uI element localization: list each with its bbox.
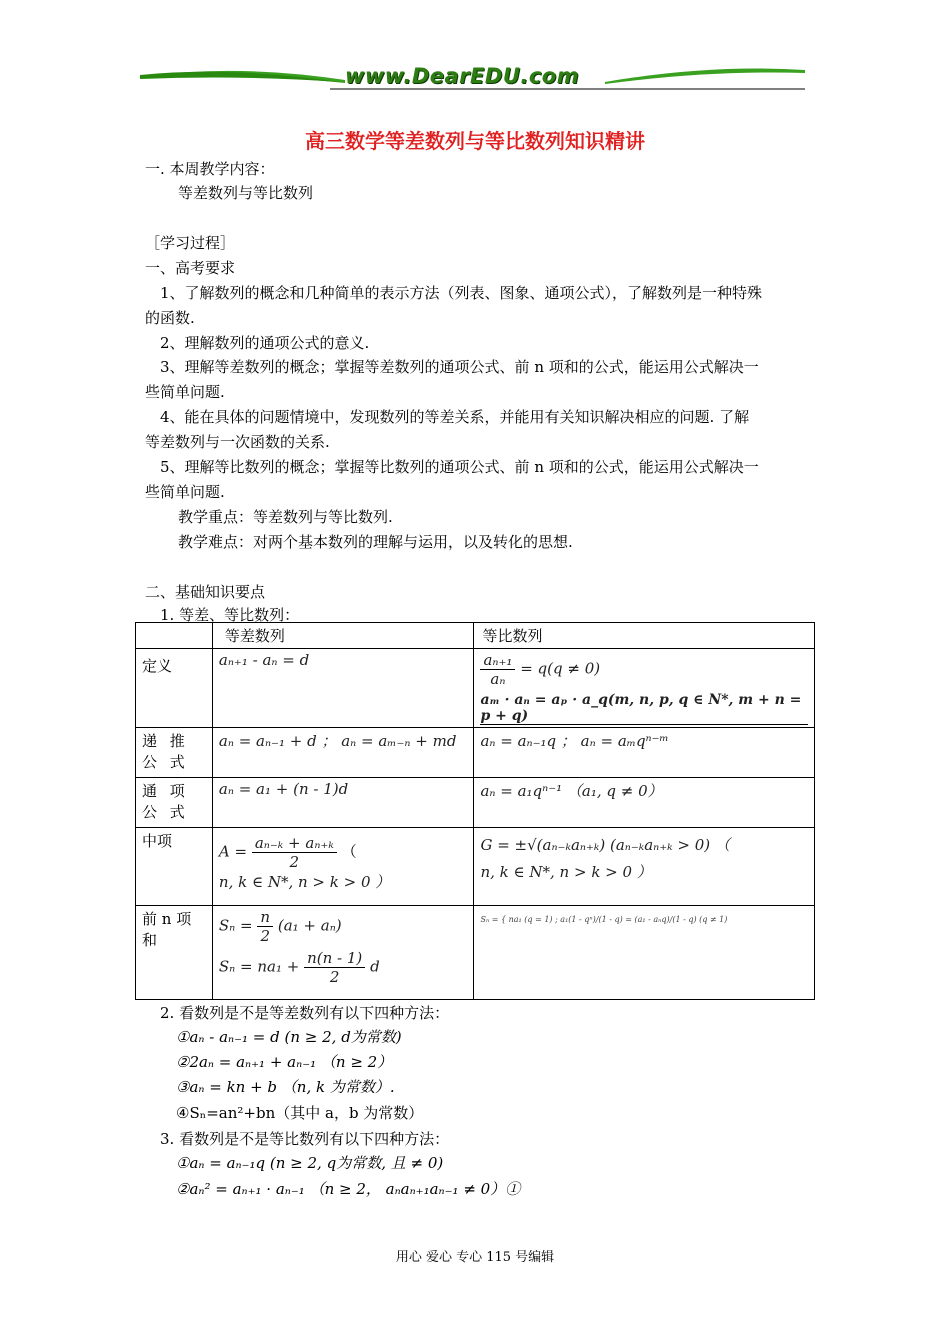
formula: aₙ = aₙ₋₁ + d ； aₙ = aₘ₋ₙ + md [218, 732, 457, 750]
page-footer: 用心 爱心 专心 115 号编辑 [395, 1250, 555, 1265]
formula-cell [212, 778, 474, 828]
row-label: 前 n 项和 [136, 906, 213, 1000]
formula-cell [212, 649, 474, 728]
table-row [136, 828, 815, 906]
formula-cell [474, 828, 815, 906]
row-label: 递 推 公 式 [136, 728, 213, 778]
formula: Sₙ = { na₁ (q = 1) ; a₁(1 - qⁿ)/(1 - q) = (a₁ - aₙq)/(1 - q) (q ≠ 1) [480, 915, 728, 924]
formula: ②aₙ² = aₙ₊₁ · aₙ₋₁ （n ≥ 2， aₙaₙ₊₁aₙ₋₁ ≠ 0）① [176, 1180, 521, 1198]
formula: aₙ = a₁qⁿ⁻¹ （a₁, q ≠ 0） [480, 782, 663, 800]
table-header-cell: 等差数列 [212, 623, 474, 649]
text-line: 的函数. [145, 309, 195, 327]
formula: （ [341, 842, 357, 861]
text-line: 等差数列与一次函数的关系. [145, 433, 330, 451]
text-line: 教学难点：对两个基本数列的理解与运用，以及转化的思想. [178, 533, 573, 551]
formula-cell [474, 728, 815, 778]
formula-cell [212, 728, 474, 778]
formula: Sₙ = na₁ + [218, 957, 300, 976]
table-row [136, 728, 815, 778]
table-row [136, 906, 815, 1000]
formula: ③aₙ = kn + b （n, k 为常数）. [176, 1078, 395, 1096]
text-line: 些简单问题. [145, 483, 225, 501]
formula: d [370, 957, 380, 976]
formula: aₘ · aₙ = aₚ · a_q(m, n, p, q ∈ N*, m + n = p + q) [480, 692, 808, 725]
table-row [136, 649, 815, 728]
row-label: 中项 [136, 828, 213, 906]
formula: aₙ = a₁ + (n - 1)d [218, 780, 349, 798]
section-heading: 一、高考要求 [145, 259, 236, 277]
knowledge-table [135, 622, 815, 1000]
formula: n, k ∈ N*, n > k > 0 ） [218, 873, 391, 891]
fraction: $\frac{\text{aₙ₋ₖ + aₙ₊ₖ}}{2}$ [252, 834, 337, 871]
row-label: 定义 [136, 649, 213, 728]
formula-cell [212, 828, 474, 906]
formula: = q(q ≠ 0) [520, 659, 601, 678]
formula: ②2aₙ = aₙ₊₁ + aₙ₋₁ （n ≥ 2） [176, 1053, 393, 1071]
text-line: 5、理解等比数列的概念；掌握等比数列的通项公式、前 n 项和的公式，能运用公式解决一 [160, 458, 759, 476]
page-title: 高三数学等差数列与等比数列知识精讲 [305, 129, 645, 153]
formula: ①aₙ = aₙ₋₁q (n ≥ 2, q为常数, 且 ≠ 0) [176, 1154, 444, 1172]
text-line: 2. 看数列是不是等差数列有以下四种方法： [160, 1004, 450, 1022]
text-line: 1、了解数列的概念和几种简单的表示方法（列表、图象、通项公式），了解数列是一种特殊 [160, 284, 763, 302]
section-heading: 二、基础知识要点 [145, 583, 266, 601]
formula-cell [212, 906, 474, 1000]
fraction: $\frac{n}{2}$ [257, 908, 273, 945]
formula: aₙ = aₙ₋₁q ； aₙ = aₘqⁿ⁻ᵐ [480, 732, 669, 750]
formula: ①aₙ - aₙ₋₁ = d (n ≥ 2, d为常数) [176, 1028, 402, 1046]
table-row [136, 778, 815, 828]
text-line: 些简单问题. [145, 383, 225, 401]
text-line: 3. 看数列是不是等比数列有以下四种方法： [160, 1130, 450, 1148]
text-line: 1. 等差、等比数列： [160, 606, 300, 624]
text-line: 2、理解数列的通项公式的意义. [160, 334, 370, 352]
text-line: 教学重点：等差数列与等比数列. [178, 508, 393, 526]
formula: A = [218, 842, 248, 861]
formula: Sₙ = [218, 916, 253, 935]
formula: n, k ∈ N*, n > k > 0 ） [480, 863, 652, 881]
table-header-cell: 等比数列 [474, 623, 815, 649]
formula: (a₁ + aₙ) [277, 916, 342, 935]
site-logo[interactable]: www.DearEDU.com [345, 64, 580, 88]
fraction: $\frac{\text{aₙ₊₁}}{\text{aₙ}}$ [480, 651, 515, 688]
formula-cell [474, 778, 815, 828]
text-line: 等差数列与等比数列 [178, 184, 314, 202]
formula-cell [474, 906, 815, 1000]
formula: G = ±√(aₙ₋ₖaₙ₊ₖ) (aₙ₋ₖaₙ₊ₖ > 0) （ [480, 836, 730, 854]
table-header-cell [136, 623, 213, 649]
formula: ④Sₙ=an²+bn（其中 a，b 为常数） [176, 1104, 424, 1122]
row-label: 通 项 公 式 [136, 778, 213, 828]
text-line: 3、理解等差数列的概念；掌握等差数列的通项公式、前 n 项和的公式，能运用公式解决一 [160, 358, 759, 376]
formula: aₙ₊₁ - aₙ = d [218, 651, 310, 669]
section-heading: 一. 本周教学内容： [145, 160, 275, 178]
formula-cell [474, 649, 815, 728]
fraction: $\frac{n(n - 1)}{2}$ [304, 949, 365, 986]
section-heading: ［学习过程］ [145, 234, 236, 252]
text-line: 4、能在具体的问题情境中，发现数列的等差关系，并能用有关知识解决相应的问题. 了解 [160, 408, 750, 426]
